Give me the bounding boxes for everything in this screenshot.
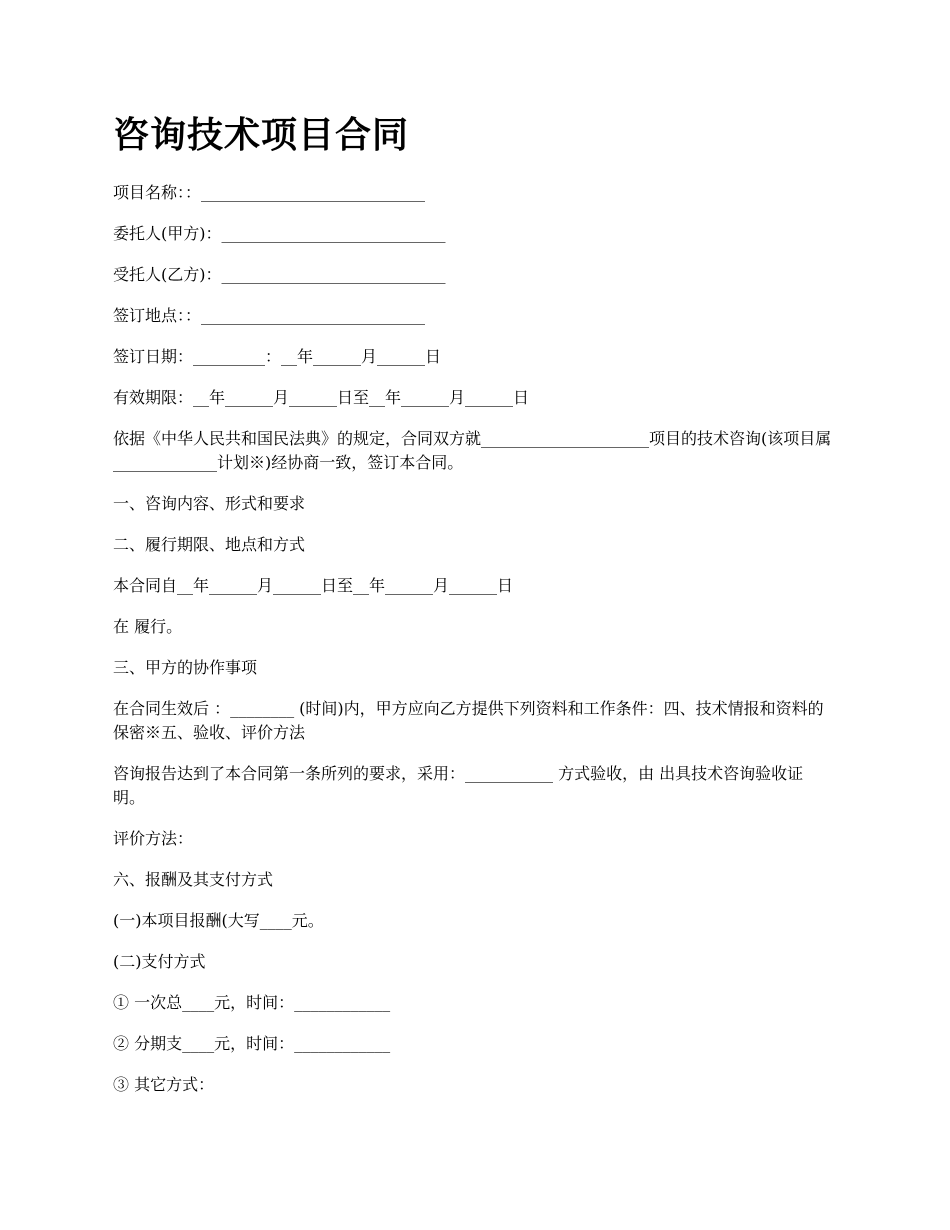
- section-heading-6: 六、报酬及其支付方式: [113, 870, 274, 889]
- preamble-paragraph: 依据《中华人民共和国民法典》的规定，合同双方就_____________________项目的技术咨询(该项目属_____________计划※)经协商一致，签订本合同。: [113, 429, 832, 472]
- payment-option-lump-sum: ① 一次总____元，时间：____________: [113, 993, 391, 1012]
- field-contractor-party-b: 受托人(乙方)：____________________________: [113, 265, 446, 284]
- section-heading-3: 三、甲方的协作事项: [113, 658, 258, 677]
- payment-method-heading: (二)支付方式: [113, 952, 206, 971]
- document-title: 咨询技术项目合同: [113, 115, 410, 156]
- payment-amount: (一)本项目报酬(大写____元。: [113, 911, 324, 930]
- performance-period: 本合同自__年______月______日至__年______月______日: [113, 576, 514, 595]
- section-heading-1: 一、咨询内容、形式和要求: [113, 494, 306, 513]
- payment-option-installments: ② 分期支____元，时间：____________: [113, 1034, 391, 1053]
- field-signing-date: 签订日期：_________：__年______月______日: [113, 347, 442, 366]
- payment-option-other: ③ 其它方式：: [113, 1075, 215, 1094]
- cooperation-paragraph: 在合同生效后 ：________ (时间)内，甲方应向乙方提供下列资料和工作条件：四、技术情报和资料的保密※五、验收、评价方法: [113, 699, 824, 742]
- field-signing-place: 签订地点：：____________________________: [113, 306, 426, 325]
- section-heading-2: 二、履行期限、地点和方式: [113, 535, 306, 554]
- acceptance-paragraph: 咨询报告达到了本合同第一条所列的要求，采用：___________ 方式验收，由 出具技术咨询验收证明。: [113, 764, 804, 807]
- contract-document: [113, 112, 833, 1114]
- evaluation-method: 评价方法：: [113, 829, 194, 848]
- field-project-name: 项目名称：：____________________________: [113, 183, 426, 202]
- field-validity-period: 有效期限：__年______月______日至__年______月______日: [113, 388, 530, 407]
- field-client-party-a: 委托人(甲方)：____________________________: [113, 224, 446, 243]
- performance-place: 在 履行。: [113, 617, 183, 636]
